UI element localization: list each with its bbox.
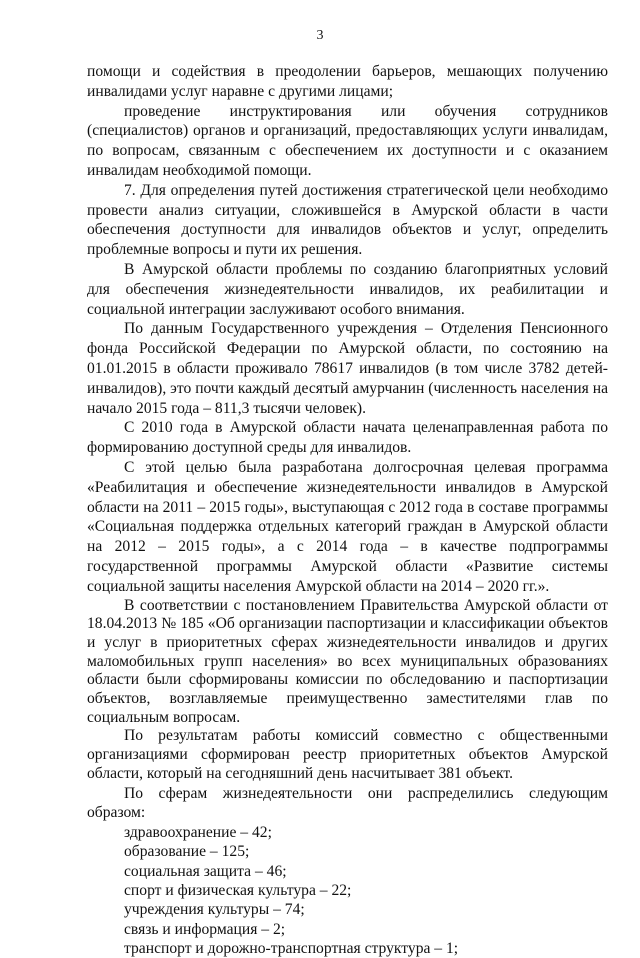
list-item: спорт и физическая культура – 22; [124, 882, 352, 900]
paragraph: помощи и содействия в преодолении барьеров, мешающих получению инвалидами услуг наравне с другими лицами; [87, 63, 608, 100]
paragraph: В соответствии с постановлением Правительства Амурской области от 18.04.2013 № 185 «Об организации паспортизации и классификации объектов и услуг в приоритетных сферах жизнедеятельности инвалидов и других маломобильных групп населения» во всех муниципальных образованиях области были сформированы комиссии по обследованию и паспортизации объектов, возглавляемые преимущественно заместителями глав по социальным вопросам. [87, 596, 608, 726]
paragraph: С этой целью была разработана долгосрочная целевая программа «Реабилитация и обеспечение жизнедеятельности инвалидов в Амурской области на 2011 – 2015 годы», выступающая с 2012 года в составе программы «Социальная поддержка отдельных категорий граждан в Амурской области на 2012 – 2015 годы», а с 2014 года – в качестве подпрограммы государственной программы Амурской области «Развитие системы социальной защиты населения Амурской области на 2014 – 2020 гг.». [87, 458, 608, 595]
list-item: учреждения культуры – 74; [124, 901, 305, 919]
document-body [87, 62, 608, 958]
paragraph: По результатам работы комиссий совместно с общественными организациями сформирован реестр приоритетных объектов Амурской области, который на сегодняшний день насчитывает 381 объект. [87, 727, 608, 782]
paragraph: По сферам жизнедеятельности они распределились следующим образом: [87, 784, 608, 822]
list-item: образование – 125; [124, 843, 250, 861]
page-number: 3 [316, 28, 324, 43]
list-item: социальная защита – 46; [124, 862, 287, 880]
list-item: здравоохранение – 42; [124, 824, 272, 842]
paragraph: проведение инструктирования или обучения сотрудников (специалистов) органов и организаций, предоставляющих услуги инвалидам, по вопросам, связанным с обеспечением их доступности и с оказанием инвалидам необходимой помощи. [87, 102, 608, 179]
list-item: транспорт и дорожно-транспортная структура – 1; [124, 939, 459, 957]
paragraph: С 2010 года в Амурской области начата целенаправленная работа по формированию доступной среды для инвалидов. [87, 419, 608, 457]
paragraph: В Амурской области проблемы по созданию благоприятных условий для обеспечения жизнедеятельности инвалидов, их реабилитации и социальной интеграции заслуживают особого внимания. [87, 260, 608, 318]
sphere-list [87, 823, 608, 958]
paragraph: 7. Для определения путей достижения стратегической цели необходимо провести анализ ситуации, сложившейся в Амурской области в части обеспечения доступности для инвалидов объектов и услуг, определить проблемные вопросы и пути их решения. [87, 181, 608, 259]
list-item: связь и информация – 2; [124, 920, 286, 938]
paragraph: По данным Государственного учреждения – Отделения Пенсионного фонда Российской Федерации по Амурской области, по состоянию на 01.01.2015 в области проживало 78617 инвалидов (в том числе 3782 детей-инвалидов), это почти каждый десятый амурчанин (численность населения на начало 2015 года – 811,3 тысячи человек). [87, 320, 608, 417]
